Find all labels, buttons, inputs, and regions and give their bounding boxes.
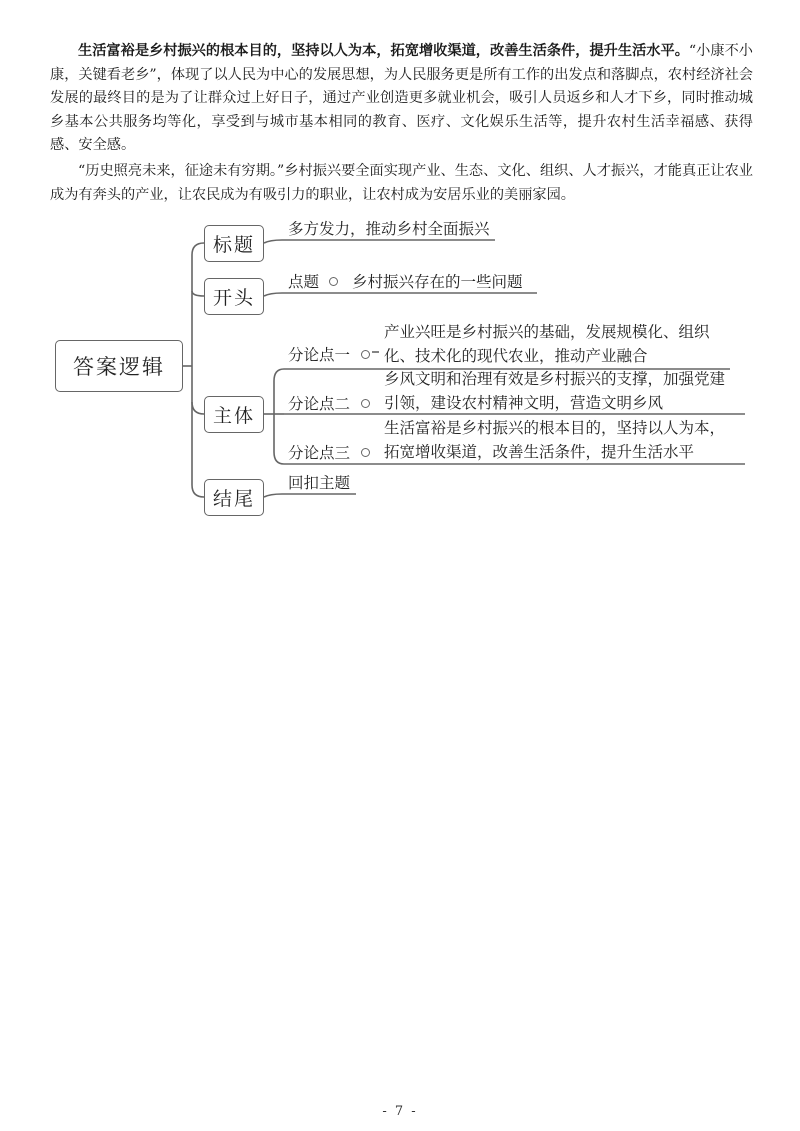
- point3-line2: 拓宽增收渠道，改善生活条件，提升生活水平: [384, 443, 695, 461]
- ending-underline: [264, 494, 356, 497]
- opening-connector: [192, 291, 204, 296]
- mindmap: [0, 0, 800, 560]
- point3-label: 分论点三: [288, 444, 351, 462]
- point1-text: [384, 320, 710, 368]
- point3-circle-icon: [361, 448, 370, 457]
- paragraph-1-rest: “小康不小康，关键看老乡”，体现了以人民为中心的发展思想，为人民服务更是所有工作的出发点和落脚点，农村经济社会发展的最终目的是为了让群众过上好日子，通过产业创造更多就业机会，吸引人员返乡和人才下乡，同时推动城乡基本公共服务均等化，享受到与城市基本相同的教育、医疗、文化娱乐生活等，提升农村生活幸福感、获得感、安全感。: [50, 43, 753, 153]
- point1-label: 分论点一: [288, 346, 351, 364]
- opening-content: 乡村振兴存在的一些问题: [352, 273, 523, 291]
- paragraph-1-bold: 生活富裕是乡村振兴的根本目的，坚持以人为本，拓宽增收渠道，改善生活条件，提升生活水平。: [78, 43, 689, 59]
- opening-underline: [264, 293, 537, 296]
- point2-circle-icon: [361, 399, 370, 408]
- title-content: 多方发力，推动乡村全面振兴: [288, 220, 490, 238]
- body-bracket: [274, 369, 284, 464]
- root-node: 答案逻辑: [55, 340, 183, 392]
- title-node: 标题: [204, 225, 264, 262]
- opening-sub-label: 点题: [288, 273, 320, 291]
- point2-line1: 乡风文明和治理有效是乡村振兴的支撑，加强党建: [384, 370, 726, 388]
- body-connector: [192, 402, 204, 414]
- opening-node: 开头: [204, 278, 264, 315]
- point3-line1: 生活富裕是乡村振兴的根本目的，坚持以人为本，: [384, 419, 726, 437]
- point1-line1: 产业兴旺是乡村振兴的基础，发展规模化、组织: [384, 323, 710, 341]
- ending-node: 结尾: [204, 479, 264, 516]
- point1-line2: 化、技术化的现代农业，推动产业融合: [384, 347, 648, 365]
- point2-label: 分论点二: [288, 395, 351, 413]
- spine-connector: [192, 243, 204, 497]
- point1-circle-icon: [361, 350, 370, 359]
- title-underline: [264, 240, 495, 243]
- point3-text: [384, 416, 725, 464]
- paragraph-2: “历史照亮未来，征途未有穷期。”乡村振兴要全面实现产业、生态、文化、组织、人才振兴，才能真正让农业成为有奔头的产业，让农民成为有吸引力的职业，让农村成为安居乐业的美丽家园。: [50, 163, 753, 203]
- opening-circle-icon: [329, 277, 338, 286]
- point2-line2: 引领，建设农村精神文明，营造文明乡风: [384, 394, 664, 412]
- body-node: 主体: [204, 396, 264, 433]
- ending-content: 回扣主题: [288, 474, 351, 492]
- page-number: - 7 -: [382, 1104, 418, 1119]
- point2-text: [384, 367, 725, 415]
